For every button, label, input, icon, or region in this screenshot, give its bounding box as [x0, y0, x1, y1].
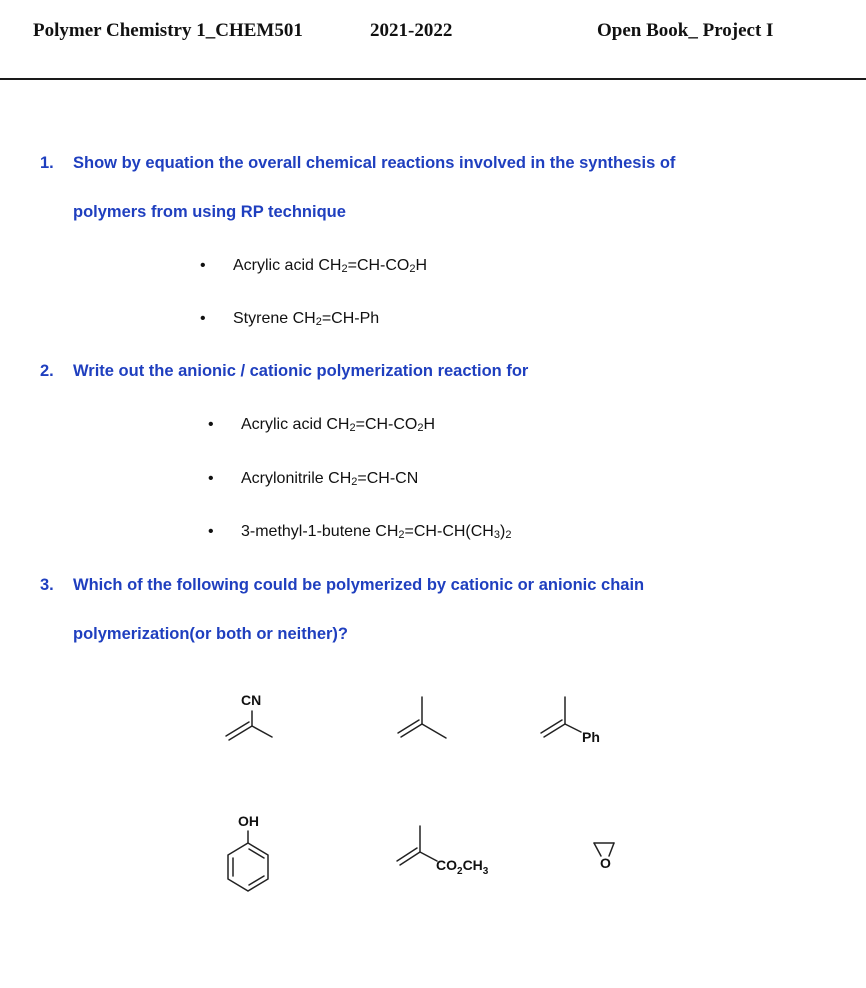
monomer-label: 3-methyl-1-butene $CH_2=CH-CH(CH_3)_2$ — [241, 523, 512, 541]
bullet: • — [200, 257, 206, 274]
structure-methacrylonitrile — [226, 711, 272, 740]
question-text-line1: Write out the anionic / cationic polymerization reaction for — [73, 362, 529, 380]
monomer-label: Acrylic acid $CH_2=CH-CO_2H$ — [241, 416, 436, 434]
monomer-label: Styrene $CH_2=CH-Ph$ — [233, 310, 380, 328]
cn-label: CN — [241, 692, 262, 708]
question-number: 1. — [40, 154, 54, 172]
structure-isobutylene — [398, 697, 446, 738]
academic-year: 2021-2022 — [370, 20, 453, 41]
question-text-line2: polymers from using RP technique — [73, 203, 346, 221]
structure-methyl-methacrylate — [397, 826, 437, 865]
ph-label: Ph — [582, 729, 600, 745]
question-number: 2. — [40, 362, 54, 380]
ester-label: $CO_2CH_3$ — [436, 857, 489, 877]
bullet: • — [208, 470, 214, 487]
oh-label: OH — [238, 813, 259, 829]
bullet: • — [208, 523, 214, 540]
structure-phenol — [228, 831, 268, 891]
monomer-label: Acrylic acid $CH_2=CH-CO_2H$ — [233, 257, 428, 275]
question-number: 3. — [40, 576, 54, 594]
question-text-line1: Show by equation the overall chemical reactions involved in the synthesis of — [73, 154, 676, 172]
question-text-line1: Which of the following could be polymerized by cationic or anionic chain — [73, 576, 645, 594]
structure-alpha-methylstyrene — [541, 697, 581, 737]
assignment-title: Open Book_ Project I — [597, 20, 774, 41]
question-text-line2: polymerization(or both or neither)? — [73, 625, 348, 643]
course-title: Polymer Chemistry 1_CHEM501 — [33, 20, 303, 41]
bullet: • — [200, 310, 206, 327]
oxygen-label: O — [600, 855, 611, 871]
bullet: • — [208, 416, 214, 433]
monomer-label: Acrylonitrile $CH_2=CH-CN$ — [241, 470, 419, 488]
